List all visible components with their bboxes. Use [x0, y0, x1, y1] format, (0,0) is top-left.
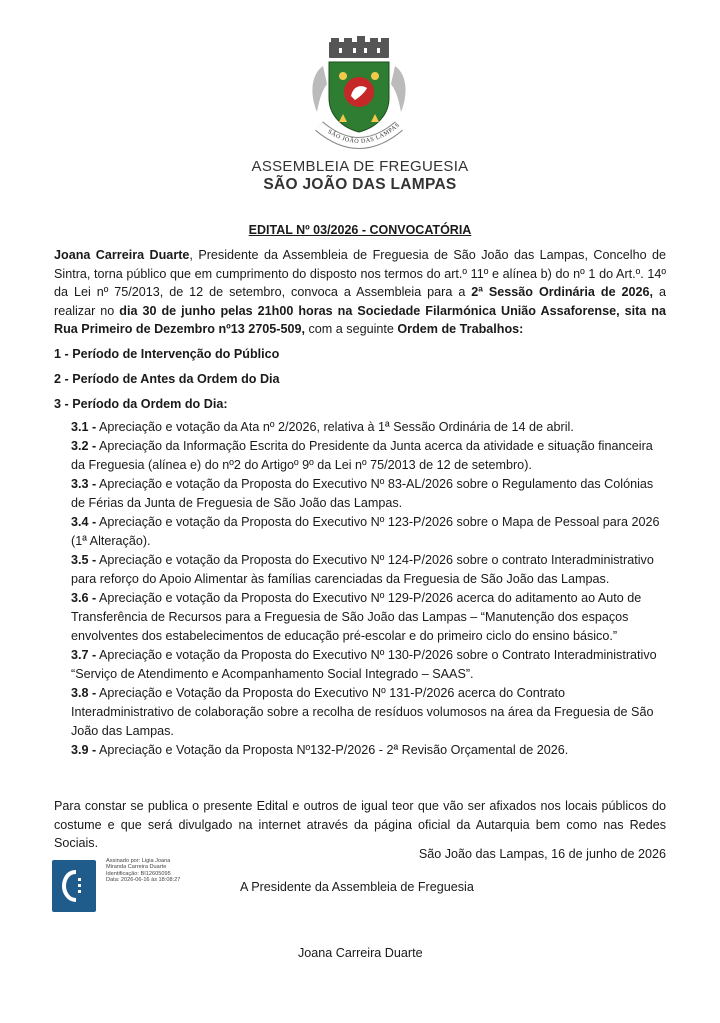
signatory-name: Joana Carreira Duarte [298, 946, 423, 960]
agenda-item: 3.5 - Apreciação e votação da Proposta do Executivo Nº 124-P/2026 sobre o contrato Interadministrativo para reforço do Apoio Alimentar às famílias carenciadas da Freguesia de São João das Lampas. [71, 553, 654, 586]
agenda-item: 3.2 - Apreciação da Informação Escrita do Presidente da Junta acerca da atividade e situação financeira da Freguesia (alínea e) do nº2 do Artigoº 9º da Lei nº 75/2013 de 12 de setembro). [71, 439, 653, 472]
agenda-item: 3.4 - Apreciação e votação da Proposta do Executivo Nº 123-P/2026 sobre o Mapa de Pessoal para 2026 (1ª Alteração). [71, 515, 660, 548]
intro-paragraph: Joana Carreira Duarte, Presidente da Assembleia de Freguesia de São João das Lampas, Concelho de Sintra, torna público que em cumprimento do disposto nos termos do art.º 11º e alínea b) do nº 1 do Art.º. 14º da Lei nº 75/2013, de 12 de setembro, convoca a Assembleia para a 2ª Sessão Ordinária de 2026, a realizar no dia 30 de junho pelas 21h00 horas na Sociedade Filarmónica União Assaforense, sita na Rua Primeiro de Dezembro nº13 2705-509, com a seguinte Ordem de Trabalhos: [54, 248, 666, 337]
agenda-item: 3.3 - Apreciação e votação da Proposta do Executivo Nº 83-AL/2026 sobre o Regulamento das Colónias de Férias da Junta de Freguesia de São João das Lampas. [71, 477, 654, 510]
agenda-item: 3.9 - Apreciação e Votação da Proposta Nº132-P/2026 - 2ª Revisão Orçamental de 2026. [71, 743, 569, 757]
org-name-line2: SÃO JOÃO DAS LAMPAS [263, 176, 457, 193]
agenda-item: 3.1 - Apreciação e votação da Ata nº 2/2026, relativa à 1ª Sessão Ordinária de 14 de abril. [71, 420, 574, 434]
period-1: 1 - Período de Intervenção do Público [54, 347, 280, 361]
digital-signature-icon [52, 860, 96, 912]
agenda-items [71, 418, 666, 760]
period-3: 3 - Período da Ordem do Dia: [54, 397, 228, 411]
agenda-item: 3.6 - Apreciação e votação da Proposta do Executivo Nº 129-P/2026 acerca do aditamento ao Auto de Transferência de Recursos para a Freguesia de São João das Lampas – “Manutenção dos espaços envolventes dos estabelecimentos de educação pré-escolar e do primeiro ciclo do ensino básico.” [71, 591, 642, 643]
period-2: 2 - Período de Antes da Ordem do Dia [54, 372, 280, 386]
date-line: São João das Lampas, 16 de junho de 2026 [418, 847, 666, 861]
agenda-item: 3.7 - Apreciação e votação da Proposta do Executivo Nº 130-P/2026 sobre o Contrato Interadministrativo “Serviço de Atendimento e Acompanhamento Social Integrado – SAAS”. [71, 648, 657, 681]
presidente-label: A Presidente da Assembleia de Freguesia [240, 880, 474, 894]
closing-paragraph: Para constar se publica o presente Edital e outros de igual teor que vão ser afixados nos locais públicos do costume e que será divulgado na internet através da página oficial da Autarquia bem como nas Redes Sociais. [54, 799, 666, 851]
crest-motto: SÃO JOÃO DAS LAMPAS [326, 121, 402, 146]
document-title: EDITAL Nº 03/2026 - CONVOCATÓRIA [248, 223, 472, 237]
parish-crest-logo [303, 36, 415, 154]
signature-metadata: Assinado por: Ligia Joana Miranda Carreira Duarte Identificação: BI12605095 Data: 2026-06-16 às 18:08:27 [106, 858, 181, 884]
org-name-line1: ASSEMBLEIA DE FREGUESIA [251, 158, 469, 175]
agenda-item: 3.8 - Apreciação e Votação da Proposta do Executivo Nº 131-P/2026 acerca do Contrato Interadministrativo de colaboração sobre a recolha de resíduos volumosos na área da Freguesia de São João das Lampas. [71, 686, 654, 738]
